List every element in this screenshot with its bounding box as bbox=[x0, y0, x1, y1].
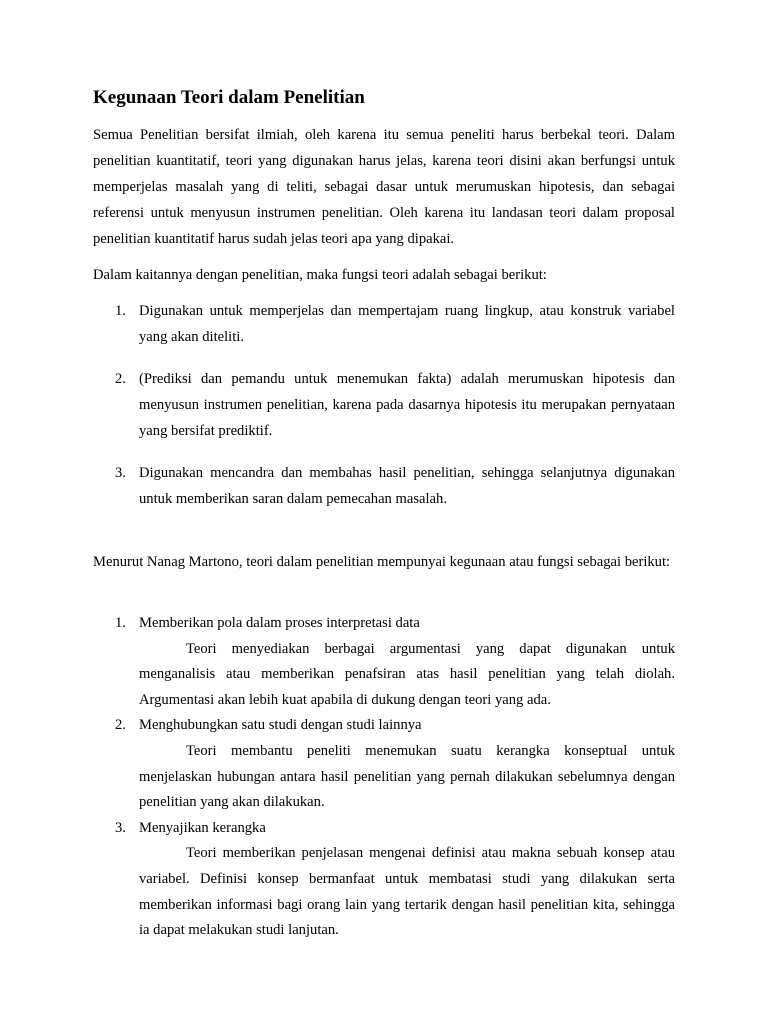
list-number: 3. bbox=[115, 465, 126, 481]
list-item bbox=[0, 611, 768, 713]
list-item-body: Teori membantu peneliti menemukan suatu kerangka konseptual untuk menjelaskan hubungan antara hasil penelitian yang pernah dilakukan sebelumnya dengan penelitian yang akan dilakukan. bbox=[139, 742, 675, 811]
list-item-body: Teori menyediakan berbagai argumentasi yang dapat digunakan untuk menganalisis atau memberikan penafsiran atas hasil penelitian yang telah diolah. Argumentasi akan lebih kuat apabila di dukung dengan teori yang ada. bbox=[139, 640, 675, 708]
functions-list bbox=[0, 298, 768, 528]
list-item bbox=[0, 298, 768, 350]
functions-intro-paragraph: Dalam kaitannya dengan penelitian, maka fungsi teori adalah sebagai berikut: bbox=[93, 267, 547, 283]
document-title: Kegunaan Teori dalam Penelitian bbox=[93, 87, 365, 108]
list-item-text: (Prediksi dan pemandu untuk menemukan fakta) adalah merumuskan hipotesis dan menyusun instrumen penelitian, karena pada dasarnya hipotesis itu merupakan pernyataan yang bersifat prediktif. bbox=[139, 371, 675, 439]
list-item-heading: Menghubungkan satu studi dengan studi lainnya bbox=[139, 717, 422, 734]
list-item-heading: Menyajikan kerangka bbox=[139, 819, 266, 836]
list-item-body: Teori memberikan penjelasan mengenai definisi atau makna sebuah konsep atau variabel. Definisi konsep bermanfaat untuk membatasi studi yang dilakukan serta memberikan informasi bagi orang lain yang tertarik dengan hasil penelitian kita, sehingga ia dapat melakukan studi lanjutan. bbox=[139, 845, 675, 939]
list-number: 2. bbox=[115, 717, 126, 734]
list-number: 1. bbox=[115, 615, 126, 631]
list-item bbox=[0, 460, 768, 512]
martono-list bbox=[0, 611, 768, 944]
list-item bbox=[0, 713, 768, 815]
intro-paragraph: Semua Penelitian bersifat ilmiah, oleh karena itu semua peneliti harus berbekal teori. Dalam penelitian kuantitatif, teori yang digunakan harus jelas, karena teori disini akan berfungsi untuk memperjelas masalah yang di teliti, sebagai dasar untuk merumuskan hipotesis, dan sebagai referensi untuk menyusun instrumen penelitian. Oleh karena itu landasan teori dalam proposal penelitian kuantitatif harus sudah jelas teori apa yang dipakai. bbox=[93, 127, 675, 247]
list-item bbox=[0, 816, 768, 944]
list-number: 1. bbox=[115, 303, 126, 319]
list-item-text: Digunakan mencandra dan membahas hasil penelitian, sehingga selanjutnya digunakan untuk memberikan saran dalam pemecahan masalah. bbox=[139, 465, 675, 507]
list-item-heading: Memberikan pola dalam proses interpretasi data bbox=[139, 615, 420, 631]
list-item-text: Digunakan untuk memperjelas dan mempertajam ruang lingkup, atau konstruk variabel yang akan diteliti. bbox=[139, 303, 675, 345]
list-item bbox=[0, 366, 768, 444]
list-number: 2. bbox=[115, 371, 126, 387]
list-number: 3. bbox=[115, 819, 126, 836]
martono-intro-paragraph: Menurut Nanag Martono, teori dalam penelitian mempunyai kegunaan atau fungsi sebagai berikut: bbox=[93, 554, 671, 570]
